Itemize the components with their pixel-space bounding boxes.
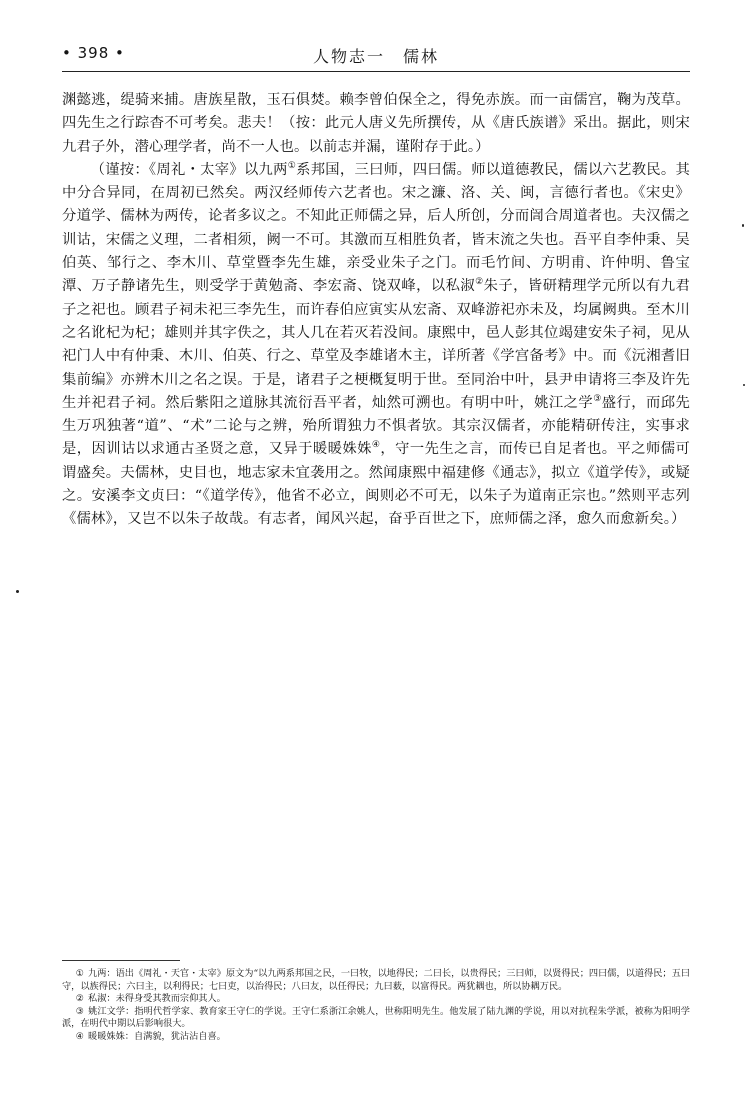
paragraph-2-part-5: ，守一先生之言，而传已自足者也。平之师儒可谓盛矣。夫儒林，史目也，地志家未宜袭用之。然闻康熙中福建修《通志》，拟立《道学传》，或疑之。安溪李文贞曰：“《道学传》，他省不必立，闽则必不可无，以朱子为道南正宗也。”然则平志列《儒林》，又岂不以朱子故哉。有志者，闻风兴起，奋乎百世之下，庶师儒之泽，愈久而愈新矣。） — [62, 441, 690, 528]
footnote-2-number: ② — [75, 993, 85, 1005]
paragraph-2-part-4: 盛行，而邱先生万巩独著“道”、“术”二论与之辨，殆所谓独力不惧者欤。其宗汉儒者，亦能精研传注，实事求是，因训诂以求通古圣贤之意，又异于暖暖姝姝 — [62, 394, 690, 458]
paragraph-2 — [62, 159, 690, 532]
footnote-2-text: 私淑：未得身受其教而宗仰其人。 — [88, 993, 226, 1005]
footnote-4-number: ④ — [75, 1030, 85, 1042]
footnote-marker-3: ③ — [593, 394, 602, 405]
running-title: 人物志一 儒林 — [312, 47, 439, 66]
scan-speck — [743, 384, 745, 386]
footnote-3-number: ③ — [75, 1005, 85, 1017]
scan-speck — [16, 590, 19, 593]
page-number: • 398 • — [62, 44, 125, 62]
footnote-2 — [62, 993, 690, 1006]
paragraph-2-part-2: 系邦国，三曰师，四曰儒。师以道德教民，儒以六艺教民。其中分合异同，在周初已然矣。两汉经师传六艺者也。宋之濂、洛、关、闽，言德行者也。《宋史》分道学、儒林为两传，论者多议之。不知此正师儒之异，后人所创，分而訚合周道者也。夫汉儒之训诂，宋儒之义理，二者相须，阙一不可。其激而互相胜负者，皆末流之失也。吾平自李仲秉、吴伯英、邹行之、李木川、草堂暨李先生雄，亲受业朱子之门。而毛竹间、方明甫、许仲明、鲁宝潭、万子静诸先生，则受学于黄勉斋、李宏斋、饶双峰，以私淑 — [62, 161, 690, 295]
page-header — [62, 44, 690, 68]
footnote-1-text: 九两：语出《周礼・天官・太宰》原文为“以九两系邦国之民，一曰牧，以地得民；二曰长，以贵得民；三曰师，以贤得民；四曰儒，以道得民；五曰守，以族得民；六曰主，以利得民；七曰吏，以治得民；八曰友，以任得民；九曰薮，以富得民。两犹耦也，所以协耦万民。 — [62, 968, 690, 992]
footnote-marker-2: ② — [475, 277, 484, 288]
footnotes — [62, 968, 690, 1044]
body-text — [62, 89, 690, 532]
paragraph-1: 渊懿逃，缇骑来捕。唐族星散，玉石俱焚。赖李曾伯保全之，得免赤族。而一亩儒宫，鞠为茂草。四先生之行踪杳不可考矣。悲夫！（按：此元人唐义先所撰传，从《唐氏族谱》采出。据此，则宋九君子外，潜心理学者，尚不一人也。以前志并漏，谨附存于此。） — [62, 92, 690, 155]
footnote-4-text: 暖暖姝姝：自满貌，犹沾沾自喜。 — [88, 1030, 226, 1042]
footnote-1 — [62, 968, 690, 993]
footnote-4 — [62, 1031, 690, 1044]
footnote-marker-4: ④ — [371, 440, 381, 451]
footnote-1-number: ① — [75, 968, 85, 979]
footnote-divider — [62, 960, 180, 961]
header-divider — [62, 71, 690, 72]
paragraph-2-part-3: 朱子，皆研精理学元所以有九君子之祀也。顾君子祠未祀三李先生，而许春伯应寅实从宏斋、双峰游祀亦未及，均属阙典。至木川之名讹杞为杞；雄则并其字佚之，其人几在若灭若没间。康熙中，邑人彭其位竭建安朱子祠，见从祀门人中有仲秉、木川、伯英、行之、草堂及李雄诸木主，详所著《学宫备考》中。而《沅湘耆旧集前编》亦辨木川之名之误。于是，诸君子之梗概复明于世。至同治中叶，县尹申请将三李及许先生并祀君子祠。然后紫阳之道脉其流衍吾平者，灿然可溯也。有明中叶，姚江之学 — [62, 278, 690, 411]
footnote-marker-1: ① — [287, 161, 297, 172]
scan-speck — [742, 224, 744, 227]
footnote-3 — [62, 1006, 690, 1031]
footnote-3-text: 姚江文学：指明代哲学家、教育家王守仁的学说。王守仁系浙江余姚人，世称阳明先生。他发展了陆九渊的学说，用以对抗程朱学派，被称为阳明学派，在明代中期以后影响很大。 — [62, 1005, 690, 1030]
paragraph-2-part-1: （谨按：《周礼・太宰》以九两 — [90, 161, 288, 178]
